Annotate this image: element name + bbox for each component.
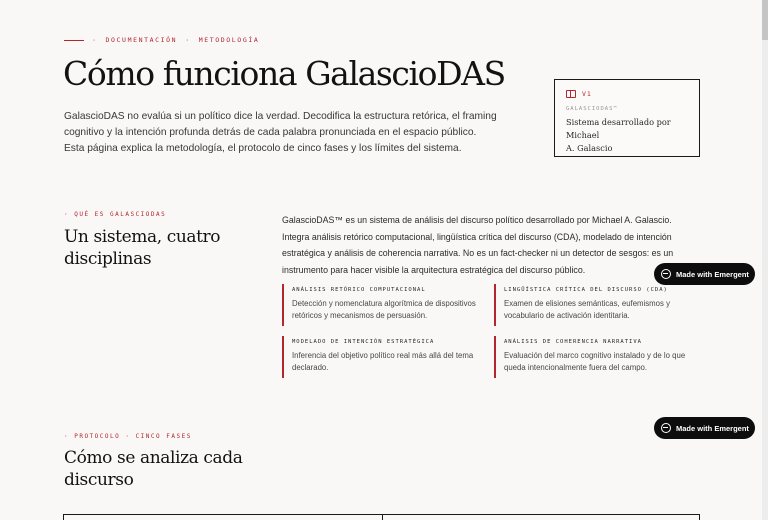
discipline-description-line: declarado.	[292, 363, 329, 372]
discipline-description-line: Evaluación del marco cognitivo instalado y de lo que	[504, 351, 686, 360]
about-title	[64, 226, 220, 270]
about-body-line: estratégica y análisis de coherencia narrativa. No es un fact-checker ni un detector de sesgos: es un	[282, 248, 674, 258]
protocol-eyebrow: · PROTOCOLO · CINCO FASES	[64, 433, 192, 440]
intro-line: Esta página explica la metodología, el protocolo de cinco fases y los límites del sistema.	[64, 143, 462, 154]
brand-label: GALASCIODAS™	[566, 106, 618, 112]
discipline-description-line: Examen de elisiones semánticas, eufemismos y	[504, 299, 670, 308]
book-icon	[566, 90, 576, 98]
discipline-name: LINGÜÍSTICA CRÍTICA DEL DISCURSO (CDA)	[504, 287, 668, 293]
discipline-description-line: Detección y nomenclatura algorítmica de dispositivos	[292, 299, 476, 308]
discipline-description-line: vocabulario de activación identitaria.	[504, 311, 630, 320]
protocol-title-line: Cómo se analiza cada	[64, 448, 243, 468]
discipline-description-line: retóricos y mecanismos de persuasión.	[292, 311, 428, 320]
about-title-line: disciplinas	[64, 249, 152, 269]
emergent-logo-icon	[661, 269, 671, 279]
emergent-badge-label: Made with Emergent	[676, 269, 749, 279]
breadcrumb-separator: ·	[185, 36, 191, 44]
version-description-line: A. Galascio	[566, 143, 613, 153]
about-body-line: instrumento para hacer visible la arquitectura estratégica del discurso público.	[282, 264, 586, 275]
version-card	[554, 79, 700, 157]
about-body-line: GalascioDAS™ es un sistema de análisis del discurso político desarrollado por Michael A. Galascio.	[282, 215, 672, 225]
discipline-description	[292, 298, 482, 322]
version-description-line: Sistema desarrollado por Michael	[566, 117, 671, 140]
breadcrumb-item-documentacion[interactable]: DOCUMENTACIÓN	[105, 36, 178, 44]
breadcrumb-rule	[64, 40, 84, 41]
discipline-description	[292, 350, 482, 374]
emergent-badge-label: Made with Emergent	[676, 423, 749, 433]
discipline-name: MODELADO DE INTENCIÓN ESTRATÉGICA	[292, 339, 435, 345]
made-with-emergent-badge[interactable]	[654, 417, 755, 439]
version-description	[566, 116, 688, 155]
version-label: V1	[582, 90, 592, 98]
protocol-title-line: discurso	[64, 470, 134, 490]
discipline-rhetorical	[282, 284, 482, 326]
discipline-description-line: queda intencionalmente fuera del campo.	[504, 363, 648, 372]
scrollbar-thumb[interactable]	[762, 0, 768, 40]
about-title-line: Un sistema, cuatro	[64, 227, 221, 247]
discipline-coherence	[494, 336, 694, 378]
about-body-line: Integra análisis retórico computacional, lingüística crítica del discurso (CDA), modelado de intención	[282, 231, 672, 242]
discipline-description	[504, 350, 694, 374]
about-eyebrow: · QUÉ ES GALASCIODAS	[64, 211, 167, 218]
intro-line: cognitivo y la intención profunda detrás de cada palabra pronunciada en el espacio público.	[64, 127, 477, 138]
breadcrumb	[64, 36, 259, 44]
discipline-description-line: Inferencia del objetivo político real más allá del tema	[292, 351, 474, 360]
protocol-title	[64, 447, 242, 491]
discipline-name: ANÁLISIS RETÓRICO COMPUTACIONAL	[292, 287, 426, 293]
breadcrumb-separator: ·	[92, 36, 98, 44]
intro-line: GalascioDAS no evalúa si un político dice la verdad. Decodifica la estructura retórica, el framing	[64, 111, 497, 122]
about-body	[282, 212, 692, 278]
page-title: Cómo funciona GalascioDAS	[63, 54, 505, 93]
emergent-logo-icon	[661, 423, 671, 433]
scrollbar-track[interactable]	[762, 0, 768, 520]
discipline-description	[504, 298, 694, 322]
discipline-name: ANÁLISIS DE COHERENCIA NARRATIVA	[504, 339, 642, 345]
made-with-emergent-badge[interactable]	[654, 263, 755, 285]
phase-table-divider	[382, 515, 383, 520]
discipline-cda	[494, 284, 694, 326]
breadcrumb-item-metodologia[interactable]: METODOLOGÍA	[198, 36, 260, 44]
intro-paragraph	[64, 109, 514, 157]
discipline-intent	[282, 336, 482, 378]
phase-table	[63, 514, 700, 520]
